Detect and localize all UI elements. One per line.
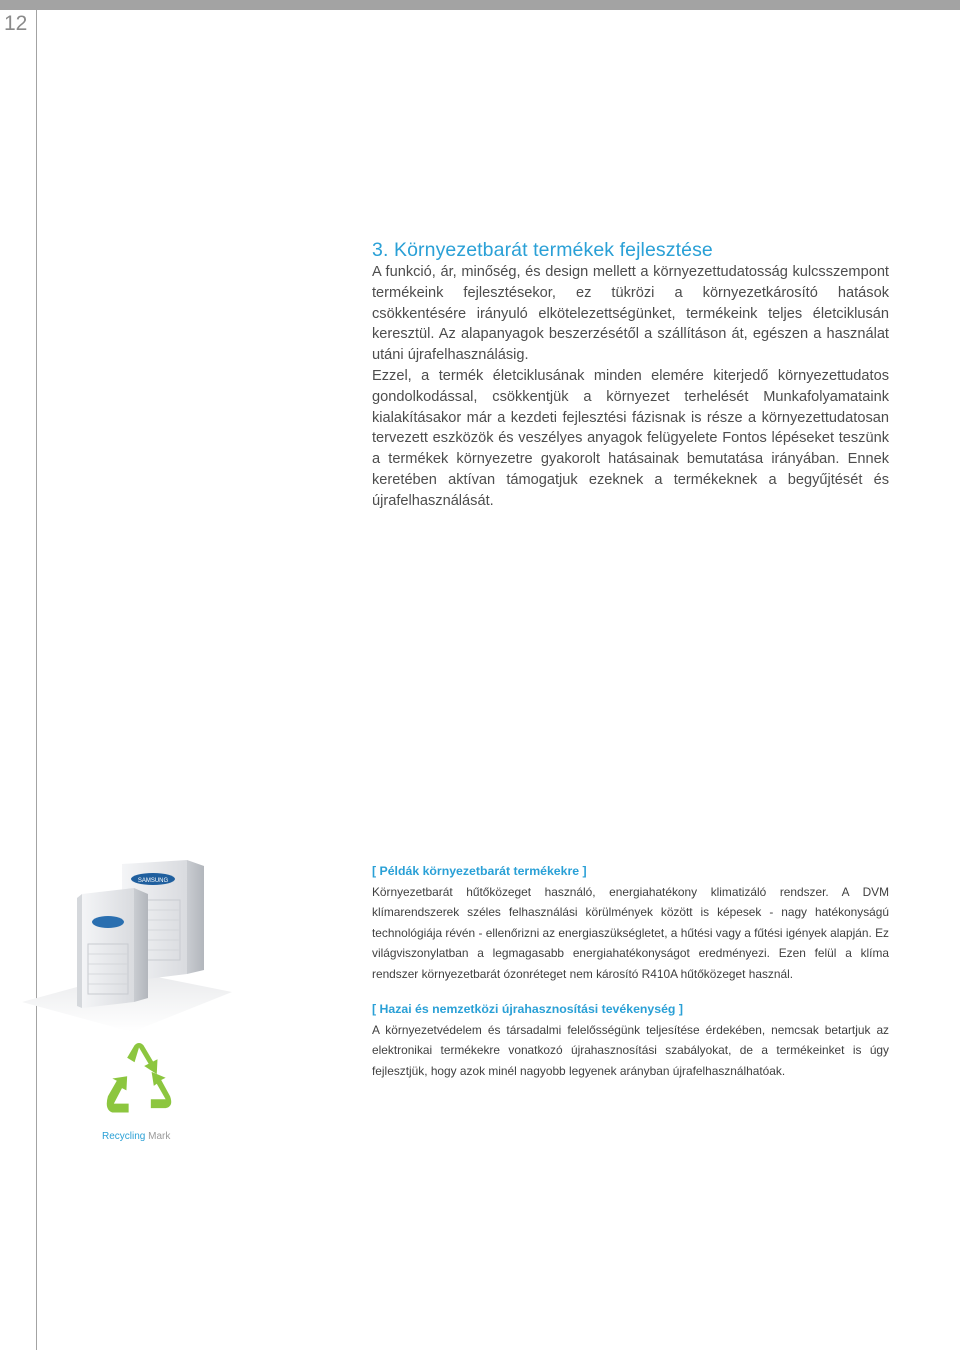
examples-heading: [ Példák környezetbarát termékekre ] — [372, 864, 587, 878]
section-paragraph-1: A funkció, ár, minőség, és design mellett a környezettudatosság kulcsszempont termékeink fejlesztésekor, ez tükrözi a környezetkárosító hatások csökkentésére irányuló elkötelezettségünket, termékeink teljes életciklusán keresztül. Az alapanyagok beszerzésétől a szállításon át, egészen a használat utáni újrafelhasználásig. — [372, 264, 889, 364]
svg-text:SAMSUNG: SAMSUNG — [137, 878, 169, 884]
section-paragraph-2: Ezzel, a termék életciklusának minden elemére kiterjedő környezettudatos gondolkodással, csökkentjük a környezet terhelését Munkafolyamataink kialakításakor már a kezdeti fejlesztési fázisnak is része a környezettudatosan tervezett eszközök és veszélyes anyagok felügyelete Fontos lépéseket teszünk a termékek környezetre gyakorolt hatásainak bemutatása irányában. Ennek keretében aktívan támogatjuk ezeknek a termékeknek a begyűjtését és újrafelhasználását. — [372, 367, 889, 509]
top-bar — [0, 0, 960, 10]
air-conditioner-units-image — [22, 852, 232, 1032]
section-body — [372, 262, 889, 512]
examples-block — [372, 862, 889, 984]
examples-body: Környezetbarát hűtőközeget használó, energiahatékony klimatizáló rendszer. A DVM klímarendszerek széles felhasználási körülmények között is képesek - nagy hatékonyságú technológiája révén - ellenőrizni az energiaszükségletet, a hűtési vagy a fűtési igények alapján. Ez világviszonylatban a legmagasabb energiahatékonyságot eredményezi. Ezen felül a klíma rendszer környezetbarát ózonréteget nem károsító R410A hűtőközeget használ. — [372, 885, 889, 981]
main-section — [372, 238, 889, 512]
section-title: 3. Környezetbarát termékek fejlesztése — [372, 239, 713, 261]
recycling-block — [372, 1000, 889, 1081]
recycling-mark-icon — [102, 1042, 176, 1118]
page-number: 12 — [4, 12, 28, 35]
recycling-heading: [ Hazai és nemzetközi újrahasznosítási tevékenység ] — [372, 1002, 683, 1016]
left-margin-rule — [36, 10, 37, 1350]
caption-part-2: Mark — [145, 1131, 171, 1142]
recycling-body: A környezetvédelem és társadalmi felelősségünk teljesítése érdekében, nemcsak betartjuk az elektronikai termékekre vonatkozó újrahasznosítási szabályokat, de a termékeinket is úgy fejlesztjük, hogy azok minél nagyobb legyenek arányban újrafelhasználhatóak. — [372, 1023, 889, 1078]
recycling-mark-caption — [102, 1131, 170, 1143]
caption-part-1: Recycling — [102, 1131, 146, 1142]
